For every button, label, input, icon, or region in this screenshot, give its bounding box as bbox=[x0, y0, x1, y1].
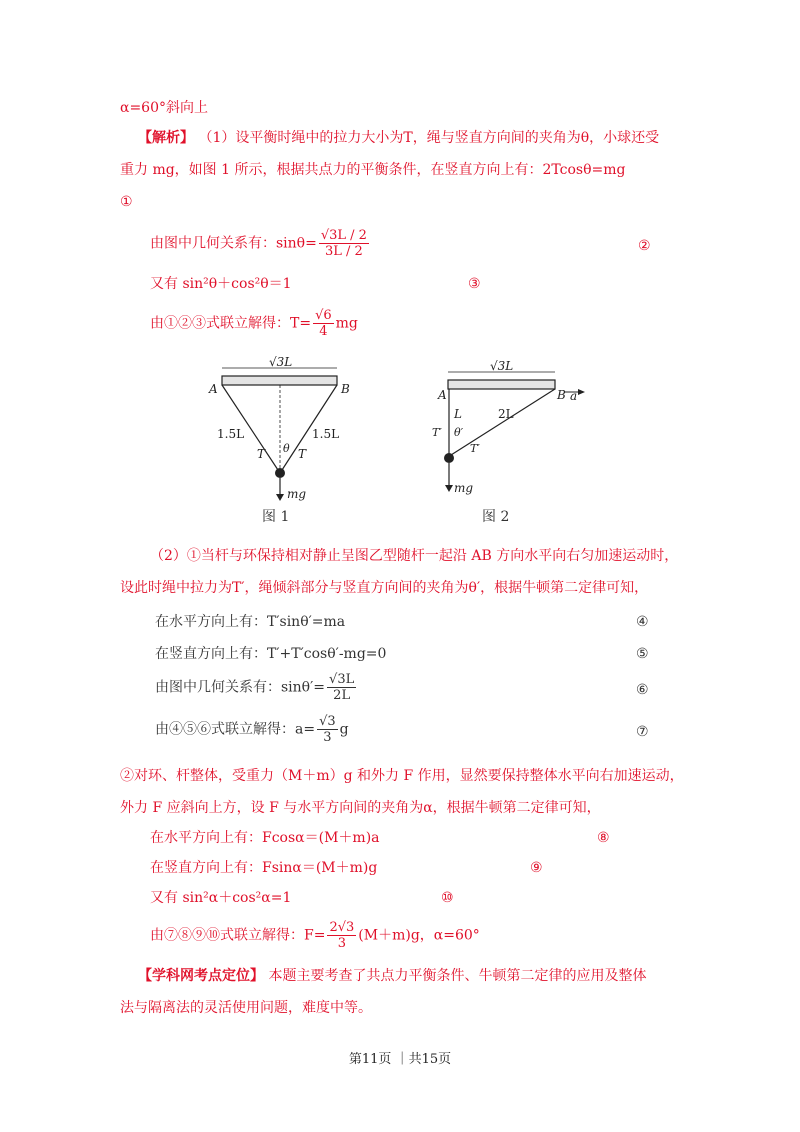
rod bbox=[448, 380, 555, 389]
fraction-den: 4 bbox=[319, 324, 328, 339]
equation-marker: ① bbox=[120, 194, 133, 210]
arrow-head bbox=[445, 485, 453, 492]
kaodian-tag: 【学科网考点定位】 bbox=[138, 968, 264, 984]
vertical-equation: 在竖直方向上有：T′+T′cosθ′-mg=0 bbox=[155, 646, 387, 662]
eq-suffix: g bbox=[339, 721, 349, 738]
left-length-label: 1.5L bbox=[217, 427, 245, 441]
point-b-label: B bbox=[341, 382, 350, 396]
fraction-den: 3L / 2 bbox=[324, 244, 363, 259]
accel-result bbox=[155, 714, 349, 745]
eq-prefix: 由①②③式联立解得：T= bbox=[150, 315, 312, 332]
eq-prefix: 由图中几何关系有：sinθ= bbox=[150, 235, 317, 252]
figure-1 bbox=[195, 352, 365, 532]
figure-1-caption: 图 1 bbox=[262, 509, 290, 525]
fraction bbox=[317, 714, 338, 745]
eq-suffix: (M＋m)g，α=60° bbox=[358, 927, 480, 944]
rod-length-label: √3L bbox=[269, 355, 293, 369]
fraction-num: √3L / 2 bbox=[320, 228, 367, 243]
tension-right-label: T bbox=[298, 447, 307, 461]
horizontal-equation: 在水平方向上有：T′sinθ′=ma bbox=[155, 614, 346, 630]
fraction bbox=[327, 672, 356, 703]
fraction-den: 3 bbox=[323, 730, 332, 745]
fraction-den: 2L bbox=[333, 688, 351, 703]
identity-equation: 又有 sin²θ＋cos²θ＝1 bbox=[150, 276, 292, 292]
text-line: 外力 F 应斜向上方，设 F 与水平方向间的夹角为α，根据牛顿第二定律可知， bbox=[120, 800, 601, 816]
equation-marker: ⑧ bbox=[597, 830, 610, 846]
tension-left-label: T bbox=[257, 447, 266, 461]
length-l-label: L bbox=[454, 407, 462, 421]
rod-length-label: √3L bbox=[490, 359, 514, 373]
equation-marker: ⑤ bbox=[636, 646, 649, 662]
eq-prefix: 由④⑤⑥式联立解得：a= bbox=[155, 721, 316, 738]
arrow-head bbox=[578, 389, 585, 395]
kaodian-line bbox=[138, 966, 646, 986]
accel-label: a bbox=[570, 389, 578, 403]
equation-marker: ② bbox=[638, 238, 651, 254]
fraction-num: √6 bbox=[315, 308, 332, 323]
tension-slanted-label: T′ bbox=[470, 442, 480, 455]
equation-marker: ⑨ bbox=[530, 860, 543, 876]
text-line: 设此时绳中拉力为T′，绳倾斜部分与竖直方向间的夹角为θ′，根据牛顿第二定律可知， bbox=[120, 580, 649, 596]
horizontal-equation-2: 在水平方向上有：Fcosα＝(M＋m)a bbox=[150, 830, 380, 846]
text-line: 重力 mg，如图 1 所示，根据共点力的平衡条件，在竖直方向上有：2Tcosθ=mg bbox=[120, 162, 626, 178]
kaodian-text: 本题主要考查了共点力平衡条件、牛顿第二定律的应用及整体 bbox=[268, 968, 647, 984]
rope-slanted bbox=[451, 389, 555, 455]
identity-equation-2: 又有 sin²α＋cos²α=1 bbox=[150, 890, 292, 906]
equation-marker: ⑥ bbox=[636, 682, 649, 698]
ball bbox=[275, 468, 285, 478]
eq-prefix: 由图中几何关系有：sinθ′= bbox=[155, 679, 326, 696]
equation-marker: ⑩ bbox=[441, 890, 454, 906]
vertical-equation-2: 在竖直方向上有：Fsinα＝(M＋m)g bbox=[150, 860, 378, 876]
eq-suffix: mg bbox=[335, 315, 358, 332]
equation-marker: ⑦ bbox=[636, 724, 649, 740]
text-line: ②对环、杆整体，受重力（M＋m）g 和外力 F 作用，显然要保持整体水平向右加速运动， bbox=[120, 768, 684, 784]
force-result bbox=[150, 920, 480, 951]
fraction-num: √3L bbox=[329, 672, 355, 687]
fraction-num: √3 bbox=[319, 714, 336, 729]
analysis-tag: 【解析】 bbox=[138, 130, 194, 146]
eq-prefix: 由⑦⑧⑨⑩式联立解得：F= bbox=[150, 927, 326, 944]
gravity-label: mg bbox=[287, 487, 307, 501]
point-a-label: A bbox=[438, 388, 447, 402]
figure-2 bbox=[420, 352, 600, 532]
geometry-equation-2 bbox=[155, 672, 358, 703]
fraction-num: 2√3 bbox=[329, 920, 355, 935]
arrow-head bbox=[276, 494, 284, 501]
fraction bbox=[319, 228, 369, 259]
length-2l-label: 2L bbox=[498, 407, 514, 421]
answer-line: α=60°斜向上 bbox=[120, 100, 208, 116]
gravity-label: mg bbox=[454, 481, 474, 495]
tension-vertical-label: T′ bbox=[432, 426, 442, 439]
right-length-label: 1.5L bbox=[312, 427, 340, 441]
text-line: 法与隔离法的灵活使用问题，难度中等。 bbox=[120, 1000, 372, 1016]
geometry-equation bbox=[150, 228, 371, 259]
result-equation bbox=[150, 308, 358, 339]
theta-label: θ′ bbox=[454, 426, 464, 439]
figure-2-caption: 图 2 bbox=[482, 509, 510, 525]
point-b-label: B bbox=[557, 388, 566, 402]
rod bbox=[222, 376, 337, 385]
fraction-den: 3 bbox=[337, 936, 346, 951]
fraction bbox=[313, 308, 334, 339]
point-a-label: A bbox=[209, 382, 218, 396]
analysis-line bbox=[138, 128, 659, 148]
equation-marker: ③ bbox=[468, 276, 481, 292]
analysis-text: （1）设平衡时绳中的拉力大小为T，绳与竖直方向间的夹角为θ，小球还受 bbox=[198, 130, 660, 146]
fraction bbox=[327, 920, 356, 951]
equation-marker: ④ bbox=[636, 614, 649, 630]
ball bbox=[444, 453, 454, 463]
theta-label: θ bbox=[283, 442, 290, 455]
text-line: （2）①当杆与环保持相对静止呈图乙型随杆一起沿 AB 方向水平向右匀加速运动时， bbox=[150, 548, 679, 564]
page-footer: 第11页 ｜共15页 bbox=[348, 1052, 452, 1067]
